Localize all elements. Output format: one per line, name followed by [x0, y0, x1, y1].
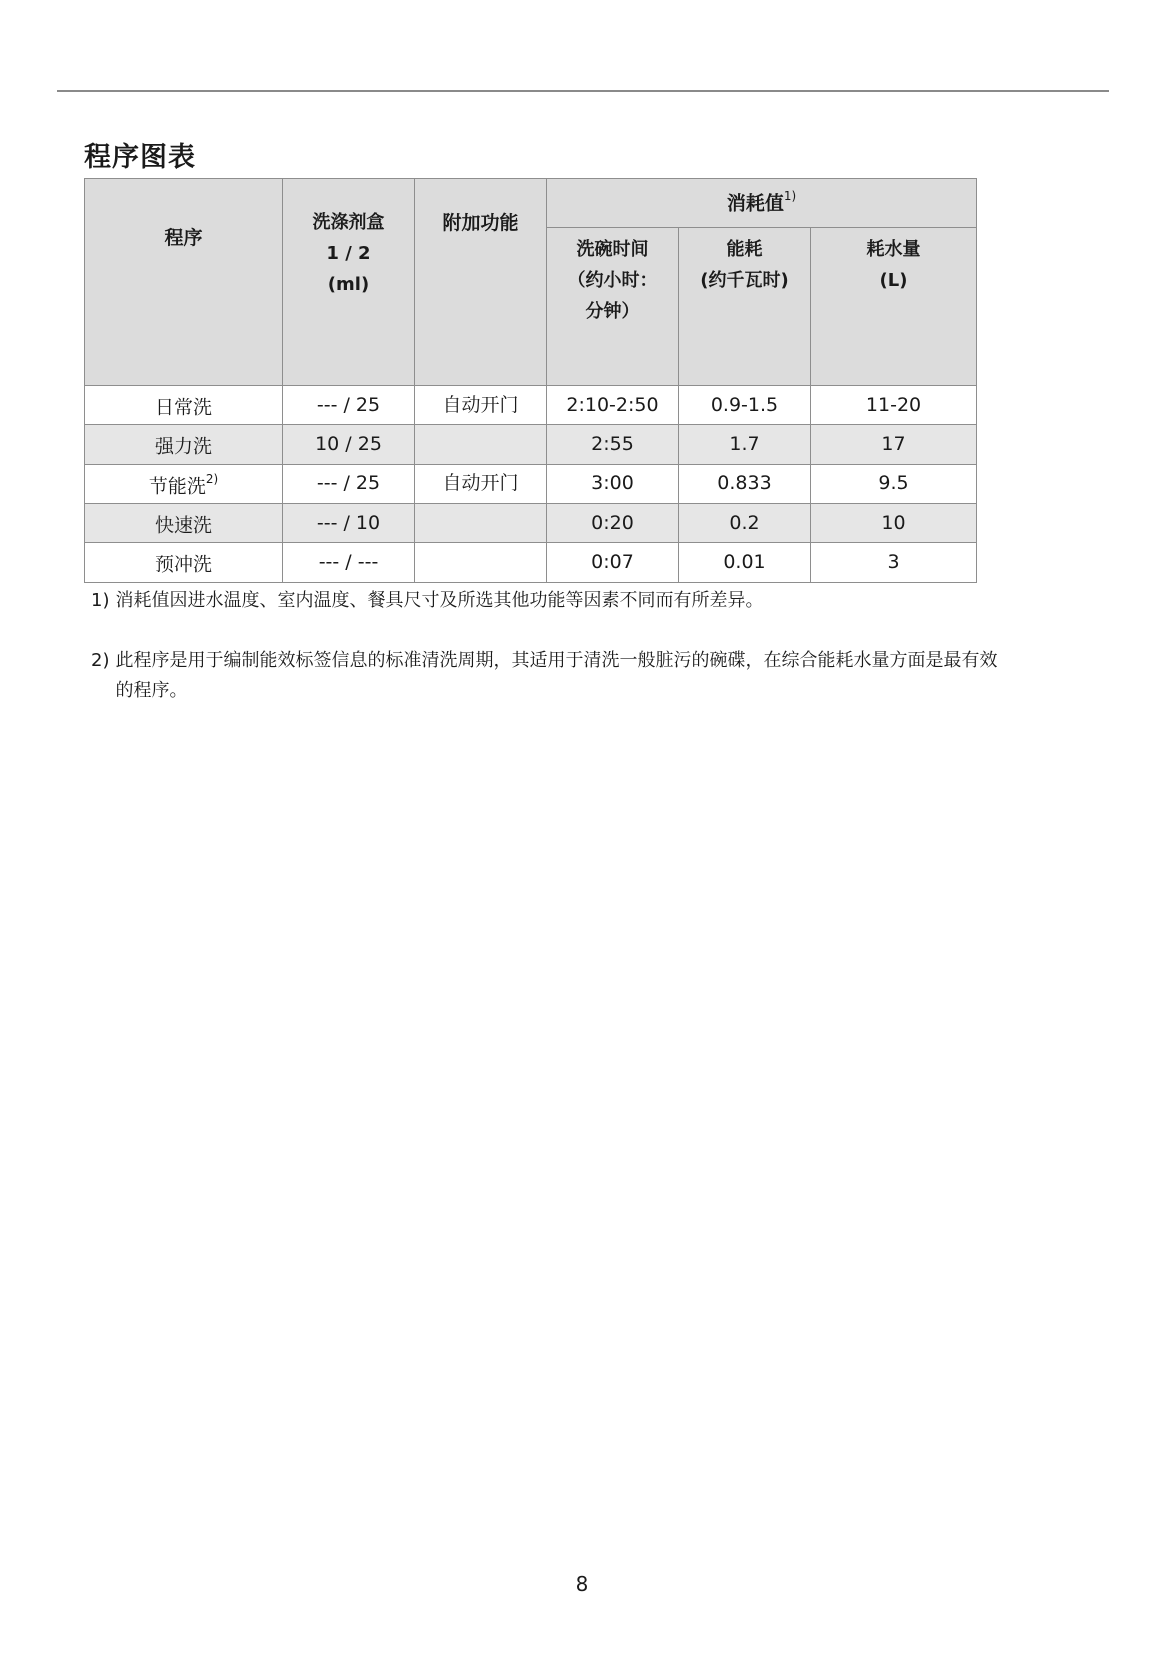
header-time-line2: （约小时：: [567, 270, 658, 291]
cell-time: 3:00: [547, 464, 679, 503]
page-title: 程序图表: [84, 142, 196, 173]
cell-water: 10: [811, 503, 977, 542]
cell-program: 节能洗$^{2)}$: [85, 464, 283, 503]
table-row: [85, 503, 977, 542]
cell-time: 2:55: [547, 425, 679, 464]
header-detergent-unit: (ml): [327, 274, 370, 295]
cell-detergent: --- / 25: [283, 464, 415, 503]
header-options: 附加功能: [415, 179, 547, 386]
header-water: [811, 228, 977, 386]
footnote-ref-2: 2): [205, 471, 219, 486]
cell-energy: 0.01: [679, 543, 811, 582]
footnote-number: 2): [91, 650, 110, 671]
header-energy-line2: (约千瓦时): [700, 270, 789, 291]
header-time-line3: 分钟）: [585, 301, 640, 322]
program-table: [84, 178, 977, 583]
cell-program: 日常洗: [85, 386, 283, 425]
table-row: [85, 543, 977, 582]
cell-water: 17: [811, 425, 977, 464]
cell-detergent: --- / 10: [283, 503, 415, 542]
cell-option: 自动开门: [415, 464, 547, 503]
header-detergent: [283, 179, 415, 386]
footnote-ref-1: 1): [783, 188, 797, 203]
cell-water: 3: [811, 543, 977, 582]
cell-water: 9.5: [811, 464, 977, 503]
cell-detergent: --- / ---: [283, 543, 415, 582]
header-program: 程序: [85, 179, 283, 386]
header-consumption: [547, 179, 977, 228]
header-time-line1: 洗碗时间: [576, 239, 649, 260]
cell-time: 0:20: [547, 503, 679, 542]
cell-energy: 0.833: [679, 464, 811, 503]
footnote-2: [91, 646, 1011, 706]
header-water-line2: (L): [879, 270, 908, 291]
top-rule: [57, 90, 1109, 92]
cell-option: [415, 503, 547, 542]
page-number: 8: [575, 1572, 589, 1596]
cell-program: 预冲洗: [85, 543, 283, 582]
footnote-1: [91, 586, 1011, 616]
header-detergent-sub: 1 / 2: [326, 243, 371, 264]
header-consumption-label: 消耗值: [726, 191, 784, 214]
cell-detergent: --- / 25: [283, 386, 415, 425]
footnote-text: 此程序是用于编制能效标签信息的标准清洗周期，其适用于清洗一般脏污的碗碟，在综合能耗水量方面是最有效的程序。: [115, 650, 998, 701]
cell-option: [415, 543, 547, 582]
header-energy-line1: 能耗: [726, 239, 763, 260]
cell-energy: 1.7: [679, 425, 811, 464]
cell-option: 自动开门: [415, 386, 547, 425]
table-row: [85, 464, 977, 503]
cell-program: 快速洗: [85, 503, 283, 542]
header-energy: [679, 228, 811, 386]
cell-energy: 0.9-1.5: [679, 386, 811, 425]
cell-detergent: 10 / 25: [283, 425, 415, 464]
header-time: [547, 228, 679, 386]
cell-program: 强力洗: [85, 425, 283, 464]
cell-time: 2:10-2:50: [547, 386, 679, 425]
cell-option: [415, 425, 547, 464]
footnote-text: 消耗值因进水温度、室内温度、餐具尺寸及所选其他功能等因素不同而有所差异。: [115, 590, 764, 611]
header-detergent-label: 洗涤剂盒: [312, 212, 385, 233]
table-row: [85, 386, 977, 425]
footnote-number: 1): [91, 590, 110, 611]
header-water-line1: 耗水量: [866, 239, 921, 260]
footnotes: [91, 586, 1011, 736]
table-row: [85, 425, 977, 464]
cell-time: 0:07: [547, 543, 679, 582]
cell-energy: 0.2: [679, 503, 811, 542]
cell-water: 11-20: [811, 386, 977, 425]
